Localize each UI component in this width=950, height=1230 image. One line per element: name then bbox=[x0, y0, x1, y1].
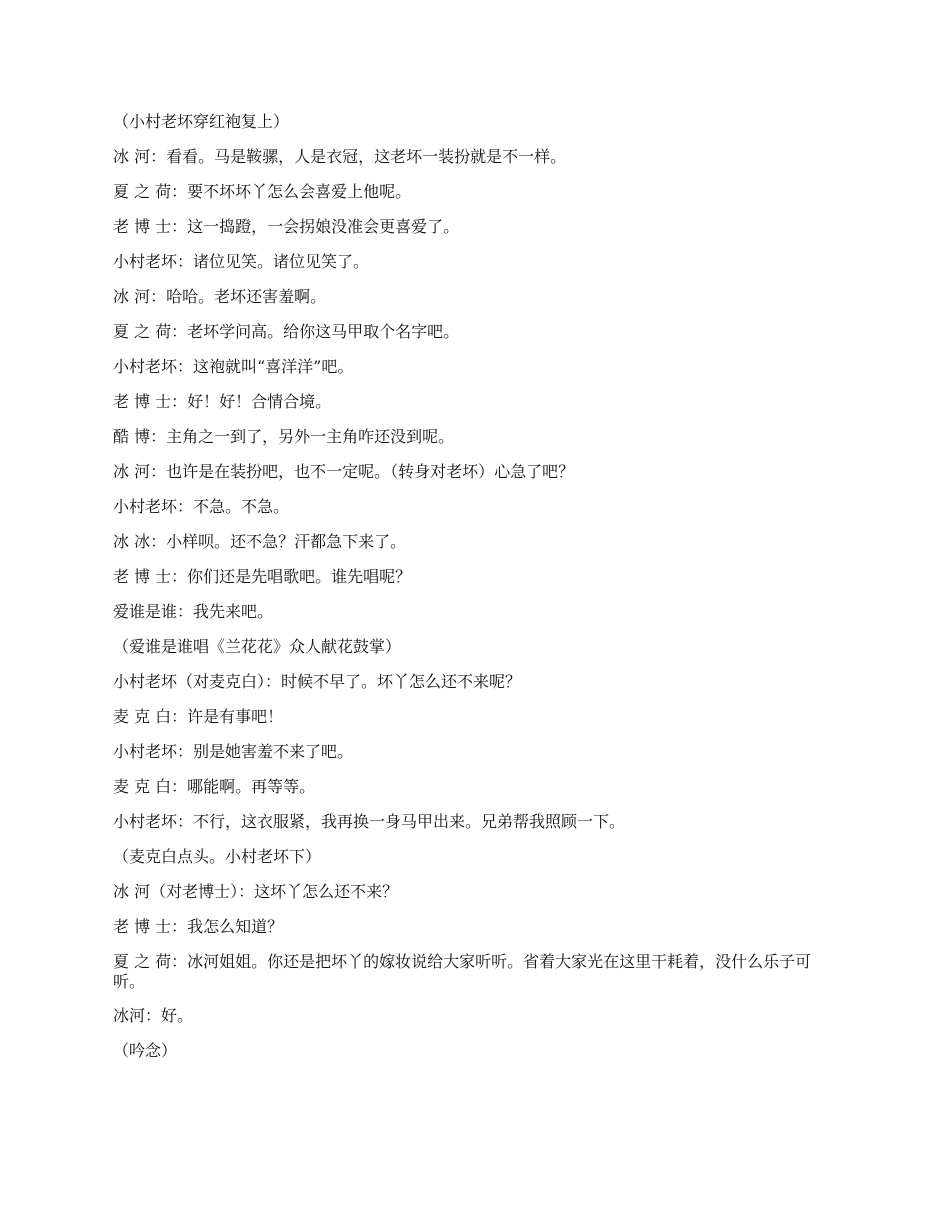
dialogue-line: 小村老坏：不行，这衣服紧，我再换一身马甲出来。兄弟帮我照顾一下。 bbox=[113, 812, 626, 831]
dialogue-line: 冰 冰：小样呗。还不急？汗都急下来了。 bbox=[113, 532, 407, 551]
script-text-body bbox=[113, 112, 833, 1076]
dialogue-line: 老 博 士：好！好！合情合境。 bbox=[113, 392, 332, 411]
dialogue-line: 小村老坏（对麦克白）：时候不早了。坏丫怎么还不来呢？ bbox=[113, 672, 522, 691]
dialogue-line: 冰 河（对老博士）：这坏丫怎么还不来？ bbox=[113, 882, 399, 901]
stage-direction: （小村老坏穿红袍复上） bbox=[113, 112, 290, 131]
dialogue-line: 小村老坏：这袍就叫“喜洋洋”吧。 bbox=[113, 357, 354, 376]
dialogue-line: 小村老坏：不急。不急。 bbox=[113, 497, 290, 516]
dialogue-line: 冰 河：也许是在装扮吧，也不一定呢。（转身对老坏）心急了吧？ bbox=[113, 462, 575, 481]
dialogue-line: 夏 之 荷：冰河姐姐。你还是把坏丫的嫁妆说给大家听听。省着大家光在这里干耗着，没什么乐子可听。 bbox=[113, 952, 812, 991]
stage-direction: （麦克白点头。小村老坏下） bbox=[113, 847, 322, 866]
dialogue-line: 小村老坏：别是她害羞不来了吧。 bbox=[113, 742, 354, 761]
dialogue-line: 小村老坏：诸位见笑。诸位见笑了。 bbox=[113, 252, 370, 271]
dialogue-line: 老 博 士：这一捣蹬，一会拐娘没准会更喜爱了。 bbox=[113, 217, 460, 236]
dialogue-line: 老 博 士：你们还是先唱歌吧。谁先唱呢？ bbox=[113, 567, 412, 586]
dialogue-line: 麦 克 白：哪能啊。再等等。 bbox=[113, 777, 316, 796]
dialogue-line: 冰河：好。 bbox=[113, 1006, 194, 1025]
dialogue-line: 夏 之 荷：要不坏坏丫怎么会喜爱上他呢。 bbox=[113, 182, 412, 201]
dialogue-line: 爱谁是谁：我先来吧。 bbox=[113, 602, 274, 621]
dialogue-line: 麦 克 白：许是有事吧！ bbox=[113, 707, 284, 726]
dialogue-line: 冰 河：看看。马是鞍骡，人是衣冠，这老坏一装扮就是不一样。 bbox=[113, 147, 567, 166]
dialogue-line: 冰 河：哈哈。老坏还害羞啊。 bbox=[113, 287, 327, 306]
stage-direction: （爱谁是谁唱《兰花花》众人献花鼓掌） bbox=[113, 637, 402, 656]
dialogue-line: 酷 博：主角之一到了，另外一主角咋还没到呢。 bbox=[113, 427, 455, 446]
stage-direction: （吟念） bbox=[113, 1041, 178, 1060]
dialogue-line: 老 博 士：我怎么知道？ bbox=[113, 917, 284, 936]
dialogue-line: 夏 之 荷：老坏学问高。给你这马甲取个名字吧。 bbox=[113, 322, 460, 341]
